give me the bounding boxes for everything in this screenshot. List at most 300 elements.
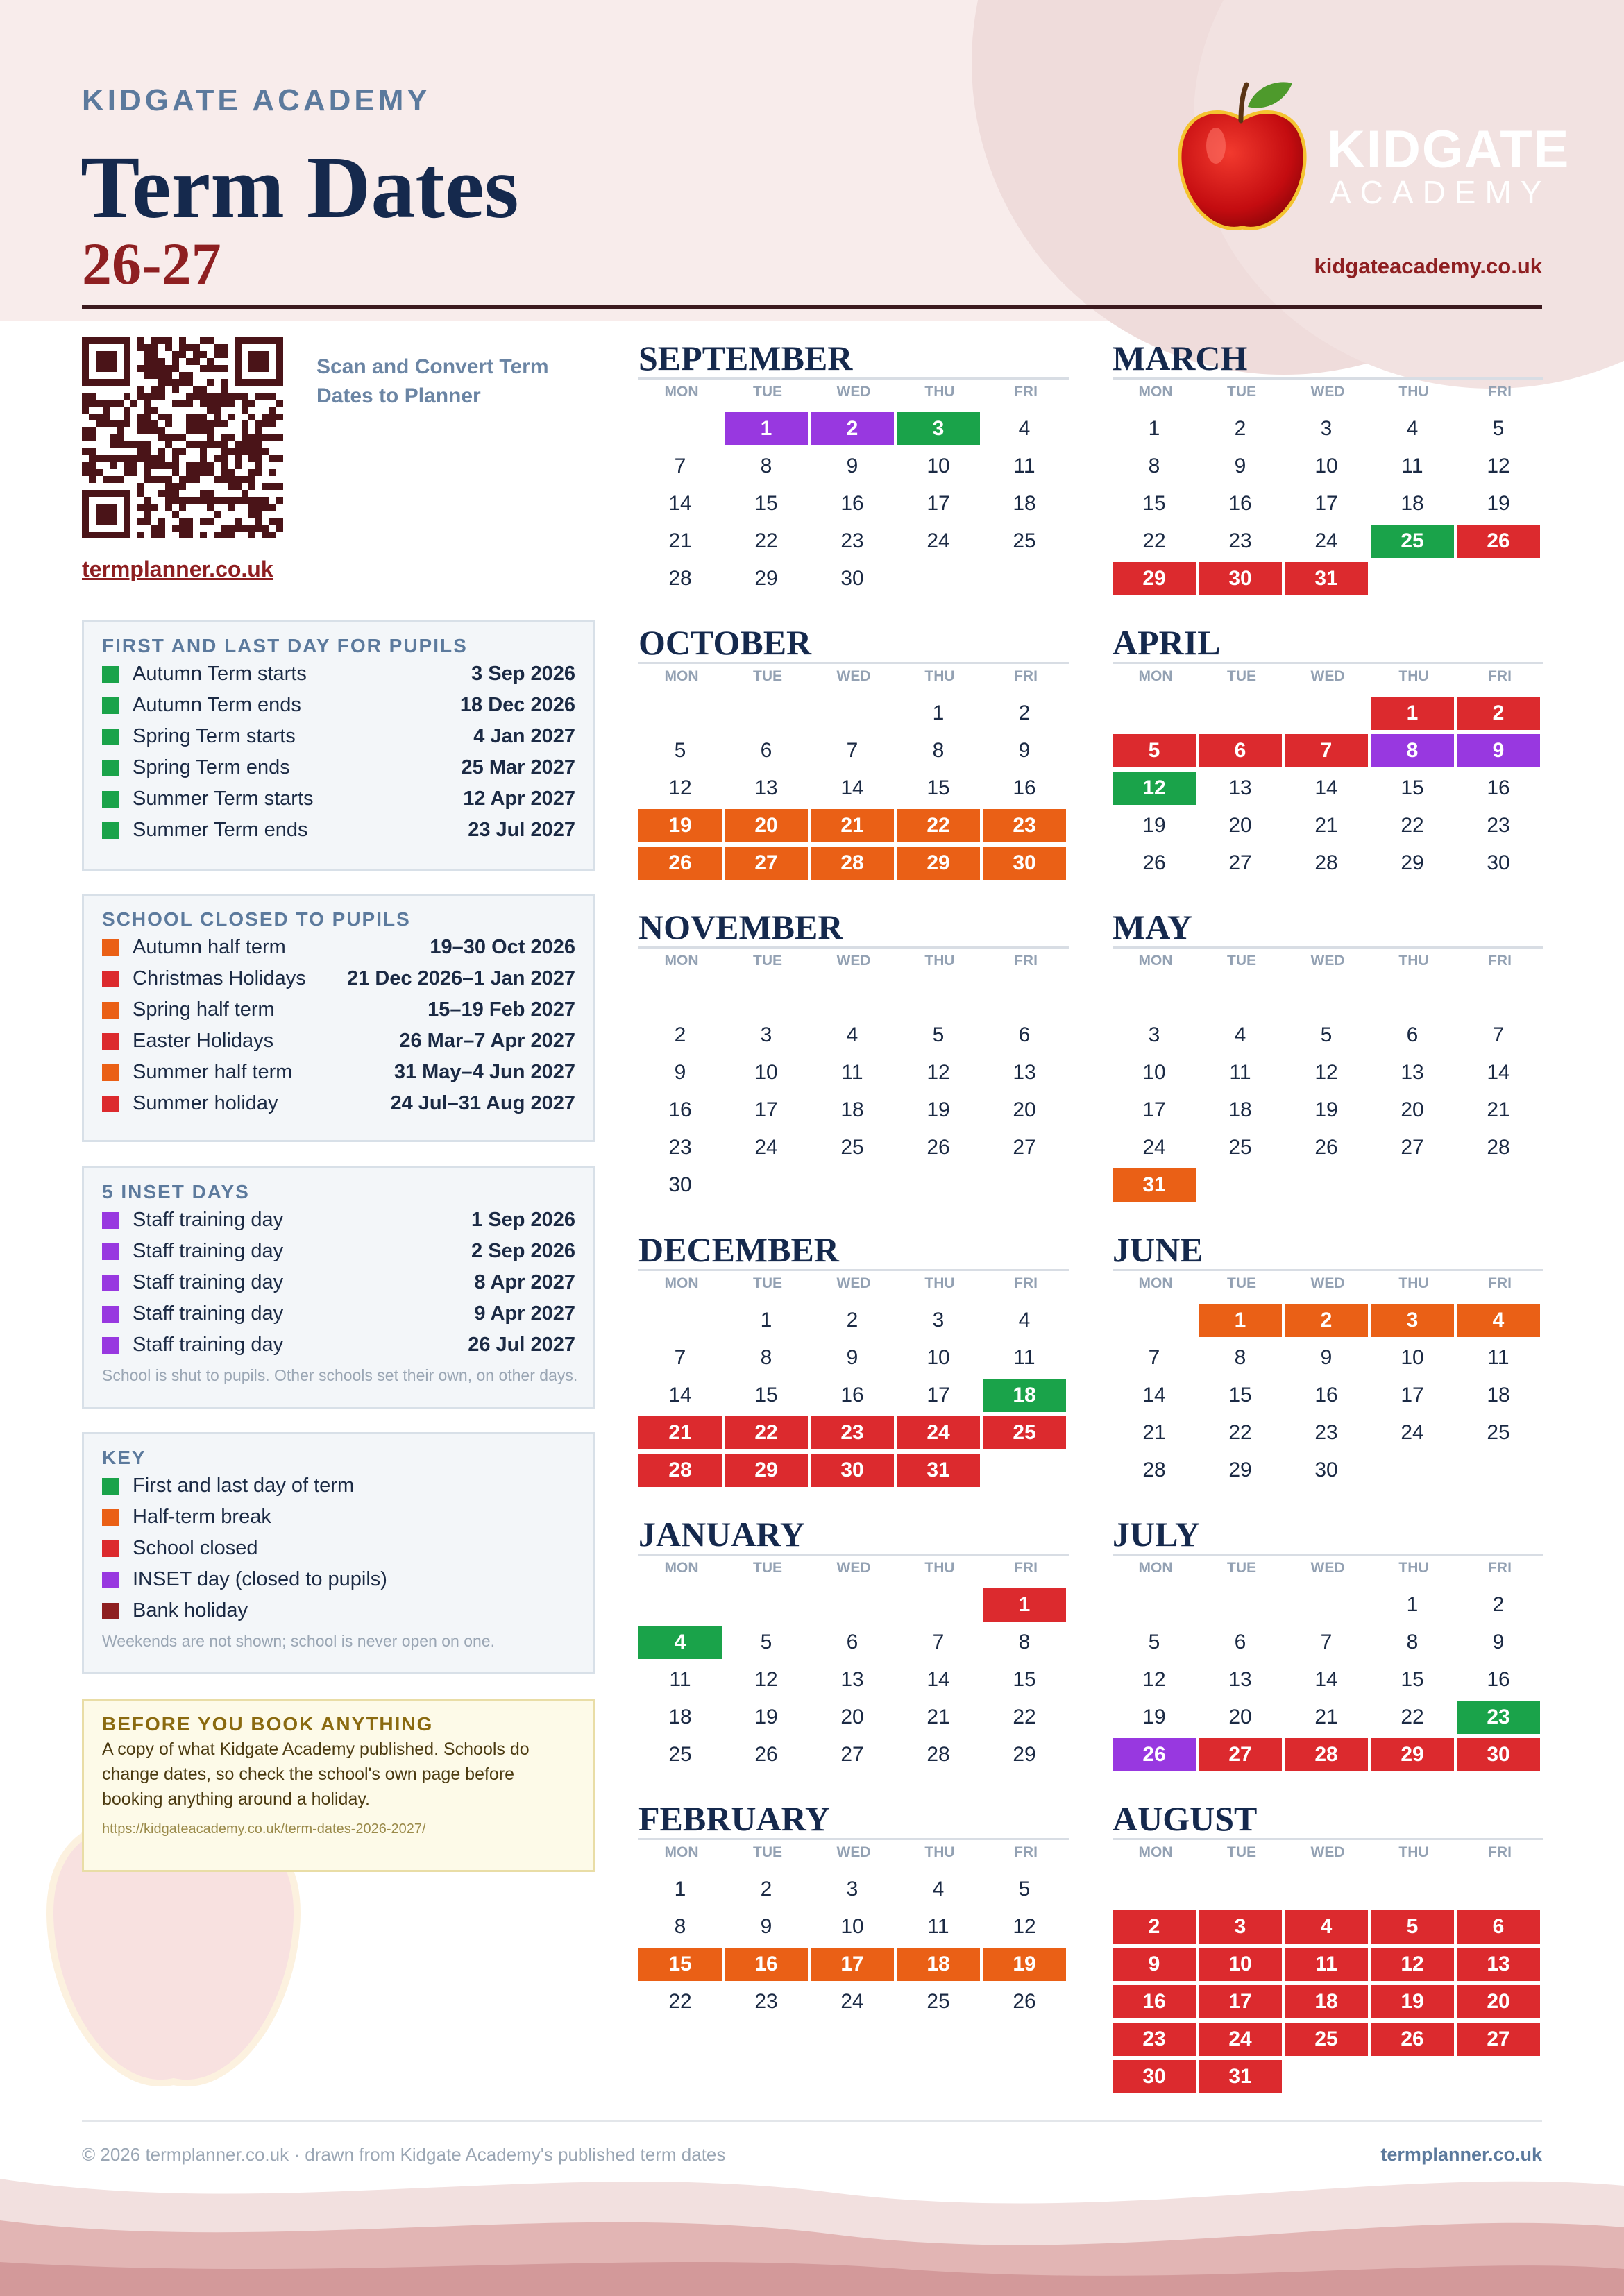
weekday-label: MON — [1138, 1275, 1173, 1291]
calendar-day: 28 — [1142, 1459, 1166, 1481]
weekday-label: MON — [1138, 1844, 1173, 1860]
color-swatch-icon — [102, 1243, 119, 1260]
calendar-day: 30 — [1314, 1459, 1338, 1481]
calendar-day: 28 — [927, 1743, 950, 1766]
weekday-label: THU — [924, 384, 955, 400]
first-last-day-panel — [82, 620, 595, 871]
item-label: First and last day of term — [133, 1474, 355, 1497]
calendar-day: 29 — [725, 1454, 808, 1487]
school-website-link[interactable]: kidgateacademy.co.uk — [1314, 254, 1542, 278]
calendar-day: 14 — [1314, 1668, 1338, 1691]
weekday-header — [1113, 949, 1543, 973]
calendar-day: 25 — [1013, 529, 1036, 552]
calendar-day: 13 — [840, 1668, 864, 1691]
calendar-day: 10 — [1199, 1948, 1282, 1981]
calendar-day: 12 — [1142, 1668, 1166, 1691]
calendar-day: 16 — [840, 492, 864, 515]
month-name: MAY — [1113, 908, 1192, 946]
weekday-header — [1113, 1840, 1543, 1865]
calendar-day: 19 — [927, 1098, 950, 1121]
weekday-header — [638, 664, 1069, 689]
calendar-day: 13 — [1401, 1061, 1424, 1084]
calendar-day: 19 — [1487, 492, 1510, 515]
calendar-day: 28 — [638, 1454, 722, 1487]
month-march — [1113, 339, 1543, 590]
school-name: KIDGATE ACADEMY — [82, 83, 431, 117]
academic-year: 26-27 — [82, 230, 221, 297]
calendar-day: 16 — [840, 1384, 864, 1406]
weekday-label: MON — [1138, 953, 1173, 969]
calendar-day: 1 — [1371, 697, 1454, 730]
calendar-day: 22 — [1228, 1421, 1252, 1444]
calendar-day: 25 — [927, 1990, 950, 2013]
weekday-header — [638, 949, 1069, 973]
calendar-day: 3 — [1371, 1304, 1454, 1337]
item-label: Spring Term starts — [133, 725, 296, 747]
month-january — [638, 1515, 1069, 1766]
color-swatch-icon — [102, 697, 119, 714]
page-title: Term Dates — [81, 138, 519, 237]
calendar-day: 4 — [932, 1878, 945, 1900]
calendar-day: 22 — [725, 1416, 808, 1449]
item-date: 24 Jul–31 Aug 2027 — [390, 1092, 575, 1114]
calendar-day: 3 — [760, 1023, 772, 1046]
calendar-day: 23 — [1228, 529, 1252, 552]
calendar-day: 23 — [754, 1990, 778, 2013]
calendar-day: 18 — [668, 1706, 692, 1728]
calendar-day: 11 — [1013, 454, 1035, 477]
calendar-day: 1 — [674, 1878, 686, 1900]
calendar-day: 20 — [1457, 1985, 1540, 2018]
list-item — [102, 1298, 575, 1329]
calendar-day: 2 — [1457, 697, 1540, 730]
calendar-day: 6 — [760, 739, 772, 762]
calendar-day: 5 — [1018, 1878, 1031, 1900]
calendar-day: 12 — [1371, 1948, 1454, 1981]
calendar-day: 5 — [674, 739, 686, 762]
calendar-day: 15 — [1401, 776, 1424, 799]
item-label: Easter Holidays — [133, 1030, 274, 1052]
calendar-day: 29 — [1113, 562, 1196, 595]
calendar-day: 30 — [1457, 1738, 1540, 1771]
weekday-label: TUE — [753, 1560, 782, 1576]
color-swatch-icon — [102, 1306, 119, 1323]
weekday-label: WED — [1310, 1844, 1345, 1860]
calendar-day: 29 — [1401, 851, 1424, 874]
item-label: Staff training day — [133, 1271, 284, 1293]
calendar-day: 18 — [1401, 492, 1424, 515]
calendar-day: 24 — [754, 1136, 778, 1159]
calendar-day: 5 — [1148, 1631, 1160, 1653]
calendar-day: 8 — [760, 454, 772, 477]
footer-waves — [0, 2165, 1624, 2296]
calendar-day: 8 — [932, 739, 945, 762]
calendar-day: 3 — [897, 412, 980, 445]
calendar-day: 10 — [840, 1915, 864, 1938]
calendar-day: 7 — [1148, 1346, 1160, 1369]
calendar-day: 21 — [1314, 1706, 1338, 1728]
list-item — [102, 1595, 575, 1626]
calendar-day: 13 — [1457, 1948, 1540, 1981]
calendar-day: 23 — [983, 809, 1066, 842]
calendar-day: 26 — [754, 1743, 778, 1766]
list-item — [102, 1088, 575, 1119]
list-item — [102, 1533, 575, 1564]
calendar-day: 18 — [1487, 1384, 1510, 1406]
weekday-label: MON — [664, 953, 699, 969]
calendar-day: 23 — [1314, 1421, 1338, 1444]
weekday-label: TUE — [1227, 1275, 1256, 1291]
calendar-day: 23 — [1113, 2023, 1196, 2056]
calendar-day: 4 — [846, 1023, 858, 1046]
calendar-day: 15 — [1401, 1668, 1424, 1691]
calendar-day: 16 — [1228, 492, 1252, 515]
calendar-day: 15 — [1142, 492, 1166, 515]
calendar-day: 29 — [1371, 1738, 1454, 1771]
calendar-day: 10 — [1401, 1346, 1424, 1369]
calendar-day: 8 — [760, 1346, 772, 1369]
calendar-day: 14 — [668, 1384, 692, 1406]
weekday-label: MON — [1138, 384, 1173, 400]
calendar-day: 12 — [1113, 772, 1196, 805]
calendar-day: 12 — [1314, 1061, 1338, 1084]
booking-warning-panel — [82, 1699, 595, 1872]
item-label: Staff training day — [133, 1334, 284, 1356]
month-name: MARCH — [1113, 339, 1248, 377]
calendar-day: 22 — [754, 529, 778, 552]
month-november — [638, 908, 1069, 1196]
calendar-day: 25 — [1285, 2023, 1368, 2056]
key-panel — [82, 1432, 595, 1674]
calendar-day: 10 — [927, 454, 950, 477]
calendar-day: 11 — [1013, 1346, 1035, 1369]
item-date: 18 Dec 2026 — [459, 694, 575, 716]
calendar-day: 23 — [668, 1136, 692, 1159]
calendar-day: 19 — [1142, 1706, 1166, 1728]
termplanner-link[interactable]: termplanner.co.uk — [82, 556, 273, 581]
item-label: Autumn half term — [133, 936, 286, 958]
calendar-day: 29 — [1013, 1743, 1036, 1766]
month-name: APRIL — [1113, 623, 1221, 662]
weekday-label: MON — [1138, 1560, 1173, 1576]
calendar-day: 12 — [927, 1061, 950, 1084]
month-name: JULY — [1113, 1515, 1200, 1554]
calendar-day: 27 — [1228, 851, 1252, 874]
item-label: Half-term break — [133, 1506, 271, 1528]
calendar-day: 25 — [1487, 1421, 1510, 1444]
weekday-label: WED — [1310, 384, 1345, 400]
calendar-day: 27 — [840, 1743, 864, 1766]
item-date: 19–30 Oct 2026 — [430, 936, 575, 958]
item-label: Staff training day — [133, 1240, 284, 1262]
inset-note: School is shut to pupils. Other schools set their own, on other days. — [102, 1366, 578, 1384]
calendar-day: 3 — [1199, 1910, 1282, 1944]
qr-code-icon[interactable] — [82, 337, 285, 540]
calendar-day: 2 — [760, 1878, 772, 1900]
calendar-day: 30 — [1487, 851, 1510, 874]
weekday-label: TUE — [1227, 953, 1256, 969]
panel-title: KEY — [102, 1447, 146, 1468]
month-april — [1113, 623, 1543, 874]
calendar-day: 1 — [1199, 1304, 1282, 1337]
calendar-day: 31 — [1285, 562, 1368, 595]
weekday-label: WED — [1310, 1275, 1345, 1291]
calendar-day: 4 — [1018, 417, 1031, 440]
calendar-day: 28 — [668, 567, 692, 590]
calendar-day: 20 — [725, 809, 808, 842]
calendar-day: 26 — [1457, 525, 1540, 558]
calendar-day: 23 — [1457, 1701, 1540, 1734]
calendar-day: 11 — [1401, 454, 1423, 477]
panel-title: BEFORE YOU BOOK ANYTHING — [102, 1713, 434, 1735]
month-name: SEPTEMBER — [638, 339, 853, 377]
calendar-day: 5 — [1492, 417, 1505, 440]
calendar-day: 4 — [1285, 1910, 1368, 1944]
list-item — [102, 752, 575, 783]
calendar-day: 2 — [846, 1309, 858, 1332]
calendar-day: 7 — [674, 1346, 686, 1369]
calendar-day: 13 — [1228, 776, 1252, 799]
item-date: 26 Mar–7 Apr 2027 — [399, 1030, 575, 1052]
calendar-day: 25 — [983, 1416, 1066, 1449]
weekday-label: FRI — [1014, 1275, 1038, 1291]
weekday-label: TUE — [1227, 384, 1256, 400]
calendar-day: 28 — [1487, 1136, 1510, 1159]
calendar-day: 1 — [1406, 1593, 1419, 1616]
item-date: 9 Apr 2027 — [474, 1302, 575, 1325]
color-swatch-icon — [102, 1002, 119, 1019]
weekday-label: WED — [836, 953, 871, 969]
calendar-day: 18 — [1285, 1985, 1368, 2018]
calendar-day: 29 — [754, 567, 778, 590]
calendar-day: 23 — [840, 529, 864, 552]
calendar-day: 22 — [1013, 1706, 1036, 1728]
month-august — [1113, 1799, 1543, 2088]
item-label: Autumn Term ends — [133, 694, 301, 716]
weekday-label: THU — [1398, 1560, 1429, 1576]
calendar-day: 13 — [754, 776, 778, 799]
weekday-header — [1113, 1271, 1543, 1296]
item-date: 15–19 Feb 2027 — [428, 998, 575, 1021]
month-december — [638, 1230, 1069, 1481]
calendar-day: 22 — [668, 1990, 692, 2013]
source-url-link[interactable]: https://kidgateacademy.co.uk/term-dates-2026-2027/ — [102, 1821, 426, 1837]
calendar-day: 20 — [1401, 1098, 1424, 1121]
calendar-day: 6 — [846, 1631, 858, 1653]
calendar-day: 18 — [983, 1379, 1066, 1412]
calendar-day: 20 — [1228, 814, 1252, 837]
calendar-day: 2 — [1234, 417, 1246, 440]
calendar-day: 27 — [1457, 2023, 1540, 2056]
calendar-day: 11 — [669, 1668, 691, 1691]
calendar-day: 15 — [1013, 1668, 1036, 1691]
calendar-day: 8 — [1018, 1631, 1031, 1653]
calendar-day: 27 — [1199, 1738, 1282, 1771]
weekday-label: TUE — [753, 668, 782, 684]
weekday-label: WED — [836, 1844, 871, 1860]
calendar-day: 2 — [674, 1023, 686, 1046]
calendar-day: 14 — [1142, 1384, 1166, 1406]
month-june — [1113, 1230, 1543, 1481]
calendar-day: 17 — [1199, 1985, 1282, 2018]
calendar-day: 5 — [1320, 1023, 1333, 1046]
list-item — [102, 963, 575, 994]
weekday-header — [1113, 664, 1543, 689]
weekday-header — [1113, 1556, 1543, 1581]
weekday-label: MON — [664, 1560, 699, 1576]
weekday-label: FRI — [1488, 1560, 1512, 1576]
calendar-day: 5 — [1371, 1910, 1454, 1944]
calendar-day: 22 — [1401, 1706, 1424, 1728]
calendar-day: 9 — [1320, 1346, 1333, 1369]
calendar-day: 9 — [1457, 734, 1540, 767]
color-swatch-icon — [102, 1212, 119, 1229]
weekday-label: MON — [664, 1844, 699, 1860]
footer-divider — [82, 2120, 1542, 2122]
calendar-day: 16 — [1314, 1384, 1338, 1406]
item-label: Summer Term ends — [133, 819, 308, 841]
calendar-day: 12 — [754, 1668, 778, 1691]
weekday-label: FRI — [1014, 953, 1038, 969]
calendar-day: 15 — [754, 492, 778, 515]
calendar-day: 26 — [927, 1136, 950, 1159]
calendar-day: 9 — [674, 1061, 686, 1084]
month-october — [638, 623, 1069, 874]
calendar-day: 6 — [1199, 734, 1282, 767]
weekday-label: WED — [836, 1560, 871, 1576]
calendar-day: 16 — [725, 1948, 808, 1981]
item-date: 31 May–4 Jun 2027 — [394, 1061, 575, 1083]
weekday-label: MON — [664, 668, 699, 684]
list-item — [102, 1057, 575, 1088]
calendar-day: 3 — [932, 1309, 945, 1332]
calendar-day: 7 — [1320, 1631, 1333, 1653]
calendar-day: 19 — [983, 1948, 1066, 1981]
calendar-day: 25 — [668, 1743, 692, 1766]
weekday-label: FRI — [1014, 1560, 1038, 1576]
item-date: 12 Apr 2027 — [463, 788, 575, 810]
calendar-day: 9 — [846, 1346, 858, 1369]
item-date: 1 Sep 2026 — [471, 1209, 575, 1231]
calendar-day: 5 — [932, 1023, 945, 1046]
calendar-day: 31 — [1113, 1168, 1196, 1202]
weekday-label: TUE — [1227, 1844, 1256, 1860]
calendar-day: 2 — [1113, 1910, 1196, 1944]
calendar-day: 15 — [754, 1384, 778, 1406]
month-july — [1113, 1515, 1543, 1766]
calendar-day: 14 — [927, 1668, 950, 1691]
weekday-label: THU — [1398, 1275, 1429, 1291]
item-date: 23 Jul 2027 — [468, 819, 575, 841]
calendar-day: 19 — [638, 809, 722, 842]
item-date: 4 Jan 2027 — [473, 725, 575, 747]
calendar-day: 25 — [1371, 525, 1454, 558]
footer-link[interactable]: termplanner.co.uk — [1380, 2144, 1542, 2165]
calendar-day: 13 — [1228, 1668, 1252, 1691]
item-label: INSET day (closed to pupils) — [133, 1568, 387, 1590]
color-swatch-icon — [102, 822, 119, 839]
color-swatch-icon — [102, 1064, 119, 1081]
calendar-day: 26 — [1113, 1738, 1196, 1771]
calendar-day: 12 — [668, 776, 692, 799]
calendar-day: 1 — [932, 701, 945, 724]
list-item — [102, 1205, 575, 1236]
item-date: 8 Apr 2027 — [474, 1271, 575, 1293]
calendar-day: 8 — [1371, 734, 1454, 767]
calendar-day: 4 — [1018, 1309, 1031, 1332]
calendar-day: 17 — [1142, 1098, 1166, 1121]
color-swatch-icon — [102, 939, 119, 956]
weekday-label: TUE — [753, 384, 782, 400]
item-label: Staff training day — [133, 1209, 284, 1231]
weekday-label: TUE — [753, 1275, 782, 1291]
weekday-label: FRI — [1014, 1844, 1038, 1860]
calendar-day: 9 — [1492, 1631, 1505, 1653]
color-swatch-icon — [102, 729, 119, 745]
calendar-day: 9 — [760, 1915, 772, 1938]
weekday-label: WED — [836, 1275, 871, 1291]
weekday-label: WED — [1310, 1560, 1345, 1576]
item-label: Christmas Holidays — [133, 967, 306, 989]
calendar-day: 18 — [897, 1948, 980, 1981]
calendar-day: 30 — [1113, 2060, 1196, 2093]
item-label: Autumn Term starts — [133, 663, 307, 685]
month-name: DECEMBER — [638, 1230, 839, 1269]
calendar-day: 4 — [1457, 1304, 1540, 1337]
calendar-day: 17 — [1314, 492, 1338, 515]
calendar-day: 24 — [897, 1416, 980, 1449]
calendar-day: 27 — [1401, 1136, 1424, 1159]
weekday-label: MON — [664, 384, 699, 400]
calendar-day: 6 — [1234, 1631, 1246, 1653]
weekday-label: WED — [836, 668, 871, 684]
calendar-day: 30 — [840, 567, 864, 590]
calendar-day: 24 — [1142, 1136, 1166, 1159]
calendar-day: 30 — [668, 1173, 692, 1196]
weekday-label: THU — [1398, 384, 1429, 400]
calendar-day: 1 — [983, 1588, 1066, 1622]
list-item — [102, 1470, 575, 1502]
calendar-day: 19 — [1142, 814, 1166, 837]
month-name: JUNE — [1113, 1230, 1203, 1269]
calendar-day: 21 — [638, 1416, 722, 1449]
calendar-day: 6 — [1457, 1910, 1540, 1944]
calendar-day: 8 — [1234, 1346, 1246, 1369]
calendar-day: 7 — [1492, 1023, 1505, 1046]
calendar-day: 4 — [1406, 417, 1419, 440]
color-swatch-icon — [102, 1509, 119, 1526]
calendar-day: 8 — [674, 1915, 686, 1938]
weekday-label: THU — [1398, 668, 1429, 684]
color-swatch-icon — [102, 1540, 119, 1557]
list-item — [102, 1564, 575, 1595]
footer-credit: © 2026 termplanner.co.uk · drawn from Kidgate Academy's published term dates — [82, 2144, 726, 2165]
panel-title: 5 INSET DAYS — [102, 1181, 250, 1202]
calendar-day: 5 — [760, 1631, 772, 1653]
calendar-day: 27 — [725, 847, 808, 880]
calendar-day: 26 — [1013, 1990, 1036, 2013]
weekday-label: TUE — [1227, 668, 1256, 684]
calendar-day: 11 — [1487, 1346, 1509, 1369]
list-item — [102, 1267, 575, 1298]
calendar-day: 16 — [1113, 1985, 1196, 2018]
calendar-day: 23 — [1487, 814, 1510, 837]
weekday-header — [638, 1556, 1069, 1581]
calendar-day: 9 — [1113, 1948, 1196, 1981]
calendar-day: 4 — [1234, 1023, 1246, 1046]
weekday-header — [1113, 380, 1543, 405]
item-label: Summer holiday — [133, 1092, 278, 1114]
